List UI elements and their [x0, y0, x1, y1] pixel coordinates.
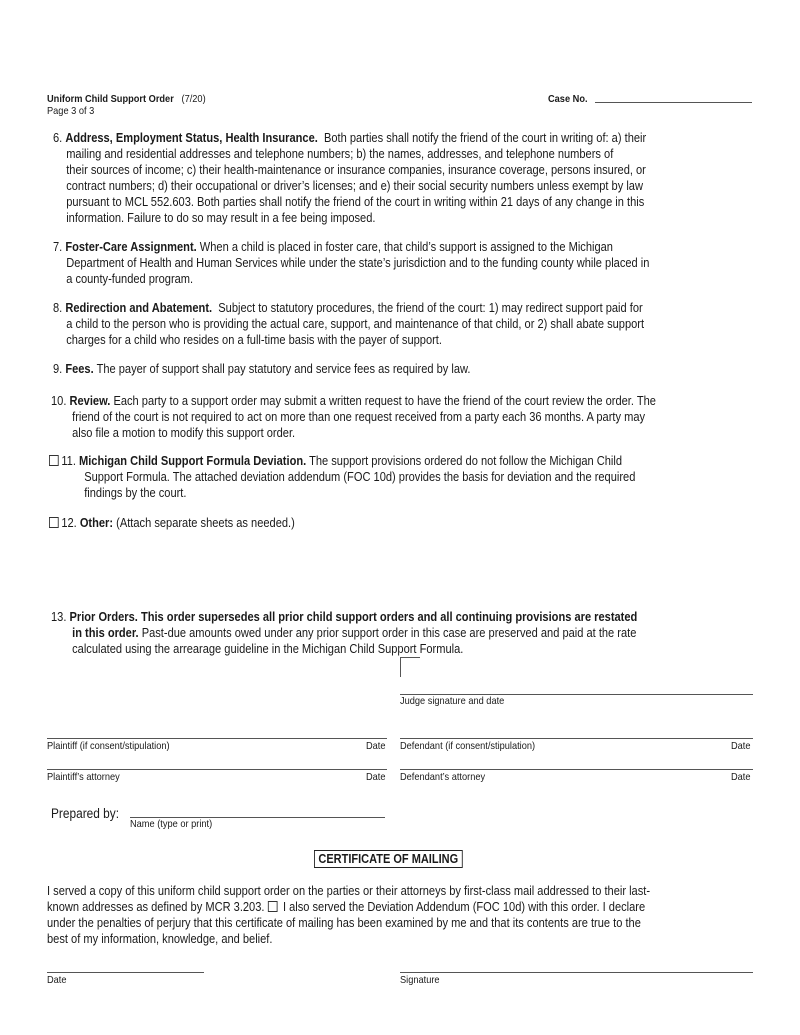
prepared-by-label: Prepared by:: [51, 806, 120, 821]
item-text: contract numbers; d) their occupational or driver’s licenses; and e) their social security numbers unless exempt by law: [66, 179, 643, 193]
item-line: [53, 332, 644, 348]
plaintiff-attorney-line[interactable]: [47, 769, 387, 770]
item-title: Other:: [79, 516, 114, 530]
item-line: [53, 146, 646, 162]
item-line: [51, 625, 637, 641]
judge-seal-bracket-top: [400, 657, 420, 658]
item-line: [53, 130, 646, 146]
certificate-line-1: I served a copy of this uniform child support order on the parties or their attorneys by first-class mail addressed to their last-: [47, 884, 651, 898]
item-line: [53, 255, 649, 271]
item-text: charges for a child who resides on a full-time basis with the payer of support.: [66, 333, 442, 347]
item-11: [49, 453, 635, 501]
item-line: [51, 393, 656, 409]
item-line: [53, 300, 644, 316]
item-line: [53, 194, 646, 210]
item-text: (Attach separate sheets as needed.): [113, 516, 295, 530]
judge-signature-label: Judge signature and date: [400, 695, 505, 707]
item-line: [53, 361, 470, 377]
case-no-field[interactable]: [595, 102, 752, 103]
name-hint-label: Name (type or print): [130, 818, 213, 830]
item-checkbox[interactable]: [49, 455, 59, 466]
item-9: [53, 361, 470, 377]
item-text: information. Failure to do so may result in a fee being imposed.: [66, 211, 376, 225]
item-text: also file a motion to modify this support order.: [72, 426, 296, 440]
defendant-date-label: Date: [731, 740, 751, 752]
item-number: 13.: [51, 610, 67, 624]
item-title: Redirection and Abatement.: [65, 301, 213, 315]
item-text: calculated using the arrearage guideline in the Michigan Child Support Formula.: [72, 642, 464, 656]
defendant-signature-line[interactable]: [400, 738, 753, 739]
certificate-line-3: under the penalties of perjury that this certificate of mailing has been examined by me and that its contents are true to the: [47, 916, 641, 930]
item-12: [49, 515, 295, 531]
certificate-signature-line[interactable]: [400, 972, 753, 973]
certificate-date-label: Date: [47, 974, 67, 986]
item-title: Review.: [69, 394, 111, 408]
certificate-title: CERTIFICATE OF MAILING: [314, 850, 463, 868]
item-text: Each party to a support order may submit a written request to have the friend of the court review the order. The: [110, 394, 656, 408]
plaintiff-label: Plaintiff (if consent/stipulation): [47, 740, 170, 752]
item-line: [51, 641, 637, 657]
item-number: 6.: [53, 131, 63, 145]
item-title: Prior Orders. This order supersedes all prior child support orders and all continuing provisions are restated: [69, 610, 638, 624]
item-8: [53, 300, 644, 348]
item-13: [51, 609, 637, 657]
form-title: Uniform Child Support Order (7/20): [47, 93, 206, 105]
item-7: [53, 239, 649, 287]
item-line: [49, 485, 635, 501]
plaintiff-signature-line[interactable]: [47, 738, 387, 739]
item-6: [53, 130, 646, 226]
item-title: Address, Employment Status, Health Insurance.: [65, 131, 318, 145]
item-line: [53, 271, 649, 287]
item-text: findings by the court.: [84, 486, 187, 500]
defendant-label: Defendant (if consent/stipulation): [400, 740, 536, 752]
item-number: 10.: [51, 394, 67, 408]
item-title-continued: in this order.: [72, 626, 139, 640]
item-number: 11.: [61, 454, 76, 468]
certificate-signature-label: Signature: [400, 974, 440, 986]
page-number: Page 3 of 3: [47, 105, 95, 117]
item-text: their sources of income; c) their health-maintenance or insurance companies, insurance coverage, persons insured, or: [66, 163, 646, 177]
item-line: [51, 409, 656, 425]
item-title: Fees.: [65, 362, 94, 376]
item-text: pursuant to MCL 552.603. Both parties shall notify the friend of the court in writing within 21 days of any change in this: [66, 195, 645, 209]
item-text: Past-due amounts owed under any prior support order in this case are preserved and paid at the rate: [138, 626, 637, 640]
item-line: [53, 162, 646, 178]
item-checkbox[interactable]: [49, 517, 59, 528]
deviation-addendum-checkbox[interactable]: [268, 901, 278, 912]
item-number: 9.: [53, 362, 63, 376]
plaintiff-attorney-date-label: Date: [366, 771, 386, 783]
defendant-attorney-label: Defendant’s attorney: [400, 771, 486, 783]
item-text: When a child is placed in foster care, that child’s support is assigned to the Michigan: [196, 240, 613, 254]
item-line: [53, 178, 646, 194]
plaintiff-date-label: Date: [366, 740, 386, 752]
item-text: Support Formula. The attached deviation addendum (FOC 10d) provides the basis for deviation and the required: [84, 470, 636, 484]
item-text: Department of Health and Human Services while under the state’s jurisdiction and to the funding county while placed in: [66, 256, 650, 270]
defendant-attorney-line[interactable]: [400, 769, 753, 770]
item-line: [51, 425, 656, 441]
item-line: [49, 469, 635, 485]
item-line: [49, 515, 295, 531]
item-text: a county-funded program.: [66, 272, 194, 286]
certificate-line-4: best of my information, knowledge, and belief.: [47, 932, 273, 946]
item-10: [51, 393, 656, 441]
item-text: Both parties shall notify the friend of the court in writing of: a) their: [317, 131, 647, 145]
item-line: [51, 609, 637, 625]
case-no-label: Case No.: [548, 93, 588, 105]
item-line: [53, 239, 649, 255]
item-text: a child to the person who is providing the actual care, support, and maintenance of that child, or 2) shall abate support: [66, 317, 645, 331]
item-number: 12.: [61, 516, 77, 530]
item-line: [49, 453, 635, 469]
judge-seal-bracket: [400, 657, 401, 677]
item-text: The support provisions ordered do not follow the Michigan Child: [306, 454, 623, 468]
certificate-line-2: known addresses as defined by MCR 3.203. I also served the Deviation Addendum (FOC 10d) with this order. I declare: [47, 900, 646, 914]
defendant-attorney-date-label: Date: [731, 771, 751, 783]
item-text: The payer of support shall pay statutory and service fees as required by law.: [93, 362, 471, 376]
item-line: [53, 316, 644, 332]
item-title: Michigan Child Support Formula Deviation.: [78, 454, 307, 468]
item-text: mailing and residential addresses and telephone numbers; b) the names, addresses, and telephone numbers of: [66, 147, 614, 161]
item-number: 8.: [53, 301, 63, 315]
item-text: Subject to statutory procedures, the friend of the court: 1) may redirect support paid for: [212, 301, 643, 315]
item-title: Foster-Care Assignment.: [65, 240, 197, 254]
plaintiff-attorney-label: Plaintiff’s attorney: [47, 771, 120, 783]
item-number: 7.: [53, 240, 63, 254]
item-text: friend of the court is not required to act on more than one request received from a party each 36 months. A party may: [72, 410, 646, 424]
certificate-date-line[interactable]: [47, 972, 204, 973]
item-line: [53, 210, 646, 226]
